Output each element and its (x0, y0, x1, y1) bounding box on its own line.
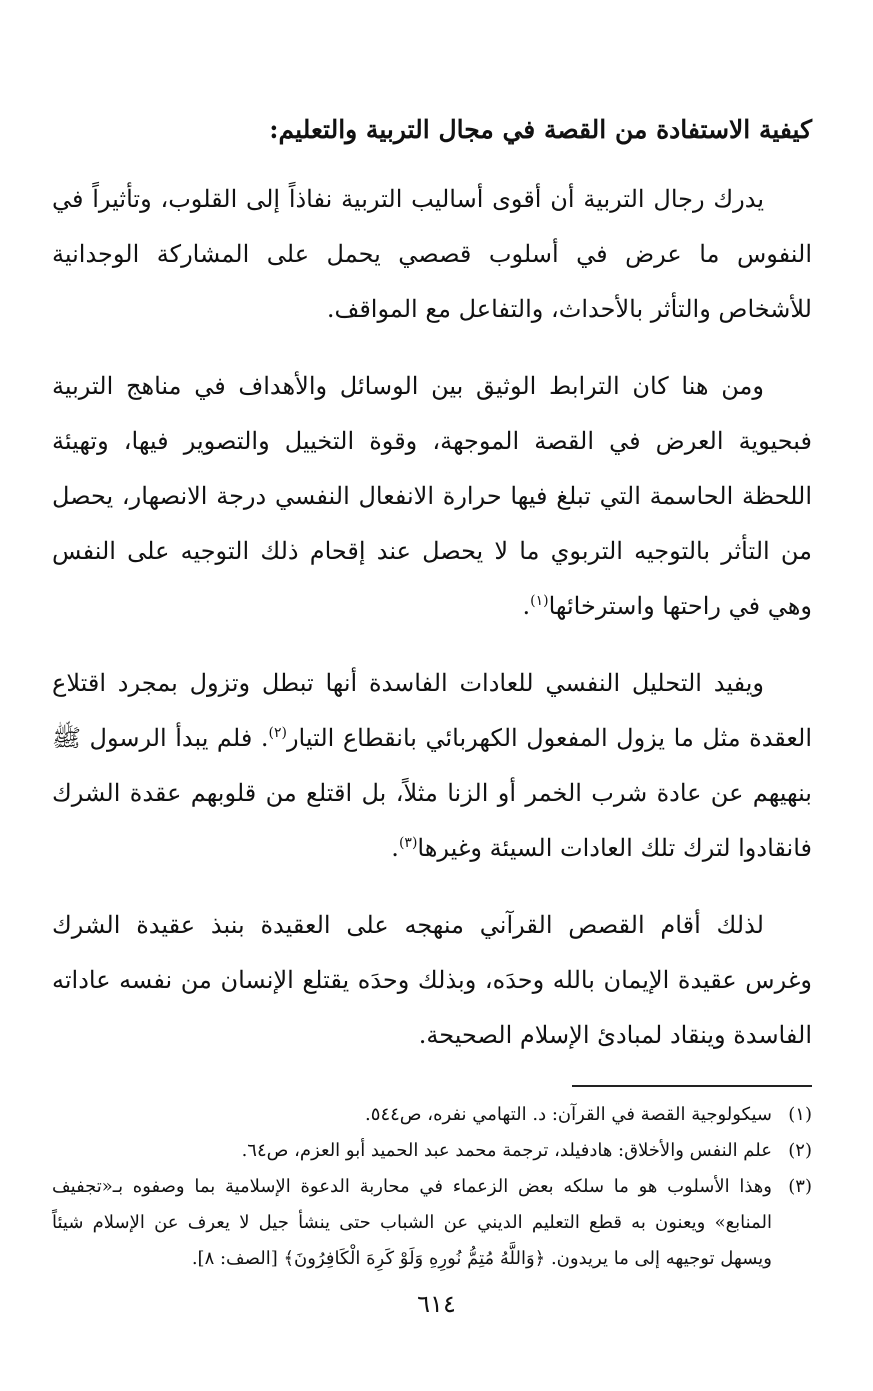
footnote-2 (52, 1133, 812, 1169)
page-number: ٦١٤ (417, 1290, 456, 1318)
paragraph-3-text: ويفيد التحليل النفسي للعادات الفاسدة أنها تبطل وتزول بمجرد اقتلاع العقدة مثل ما يزول المفعول الكهربائي بانقطاع التيار (52, 669, 812, 752)
footnote-3 (52, 1169, 812, 1277)
paragraph-1-text: يدرك رجال التربية أن أقوى أساليب التربية نفاذاً إلى القلوب، وتأثيراً في النفوس ما عرض في أسلوب قصصي يحمل على المشاركة الوجدانية للأشخاص والتأثر بالأحداث، والتفاعل مع المواقف. (52, 185, 812, 323)
page-body (52, 100, 812, 1277)
paragraph-2 (52, 359, 812, 634)
footnotes (52, 1097, 812, 1277)
footnote-2-number: (٢) (788, 1140, 812, 1161)
paragraph-2-text: ومن هنا كان الترابط الوثيق بين الوسائل والأهداف في مناهج التربية فبحيوية العرض في القصة الموجهة، وقوة التخييل والتصوير فيها، وتهيئة اللحظة الحاسمة التي تبلغ فيها حرارة الانفعال النفسي درجة الانصهار، يحصل من التأثر بالتوجيه التربوي ما لا يحصل عند إقحام ذلك التوجيه على النفس وهي في راحتها واسترخائها (52, 372, 812, 620)
footnote-3-number: (٣) (788, 1176, 812, 1197)
paragraph-1 (52, 172, 812, 337)
footnote-1-text: سيكولوجية القصة في القرآن: د. التهامي نفره، ص٥٤٤. (365, 1104, 772, 1125)
paragraph-3-tail: . فلم يبدأ الرسول ﷺ بنهيهم عن عادة شرب الخمر أو الزنا مثلاً، بل اقتلع من قلوبهم عقدة الشرك فانقادوا لترك تلك العادات السيئة وغيرها (52, 724, 812, 862)
footnote-divider (572, 1085, 812, 1087)
paragraph-3 (52, 656, 812, 876)
paragraph-4-text: لذلك أقام القصص القرآني منهجه على العقيدة بنبذ عقيدة الشرك وغرس عقيدة الإيمان بالله وحدَه، وبذلك وحدَه يقتلع الإنسان من نفسه عاداته الفاسدة وينقاد لمبادئ الإسلام الصحيحة. (52, 911, 812, 1049)
footnote-2-text: علم النفس والأخلاق: هادفيلد، ترجمة محمد عبد الحميد أبو العزم، ص٦٤. (241, 1140, 772, 1161)
footnote-ref-1[interactable]: (١) (530, 593, 549, 609)
footnote-ref-2[interactable]: (٢) (268, 725, 287, 741)
footnote-ref-3[interactable]: (٣) (398, 835, 418, 851)
footnote-1-number: (١) (788, 1104, 812, 1125)
paragraph-2-tail: . (522, 592, 531, 620)
footnote-1 (52, 1097, 812, 1133)
footnote-3-text: وهذا الأسلوب هو ما سلكه بعض الزعماء في محاربة الدعوة الإسلامية بما وصفوه بـ«تجفيف المنابع» ويعنون به قطع التعليم الديني عن الشباب حتى ينشأ جيل لا يعرف عن الإسلام شيئاً ويسهل توجيهه إلى ما يريدون. ﴿وَاللَّهُ مُتِمُّ نُورِهِ وَلَوْ كَرِهَ الْكَافِرُونَ﴾ [الصف: ٨]. (52, 1176, 772, 1269)
paragraph-4 (52, 898, 812, 1063)
section-heading: كيفية الاستفادة من القصة في مجال التربية والتعليم: (269, 115, 812, 144)
paragraph-3-tail-2: . (391, 834, 399, 862)
